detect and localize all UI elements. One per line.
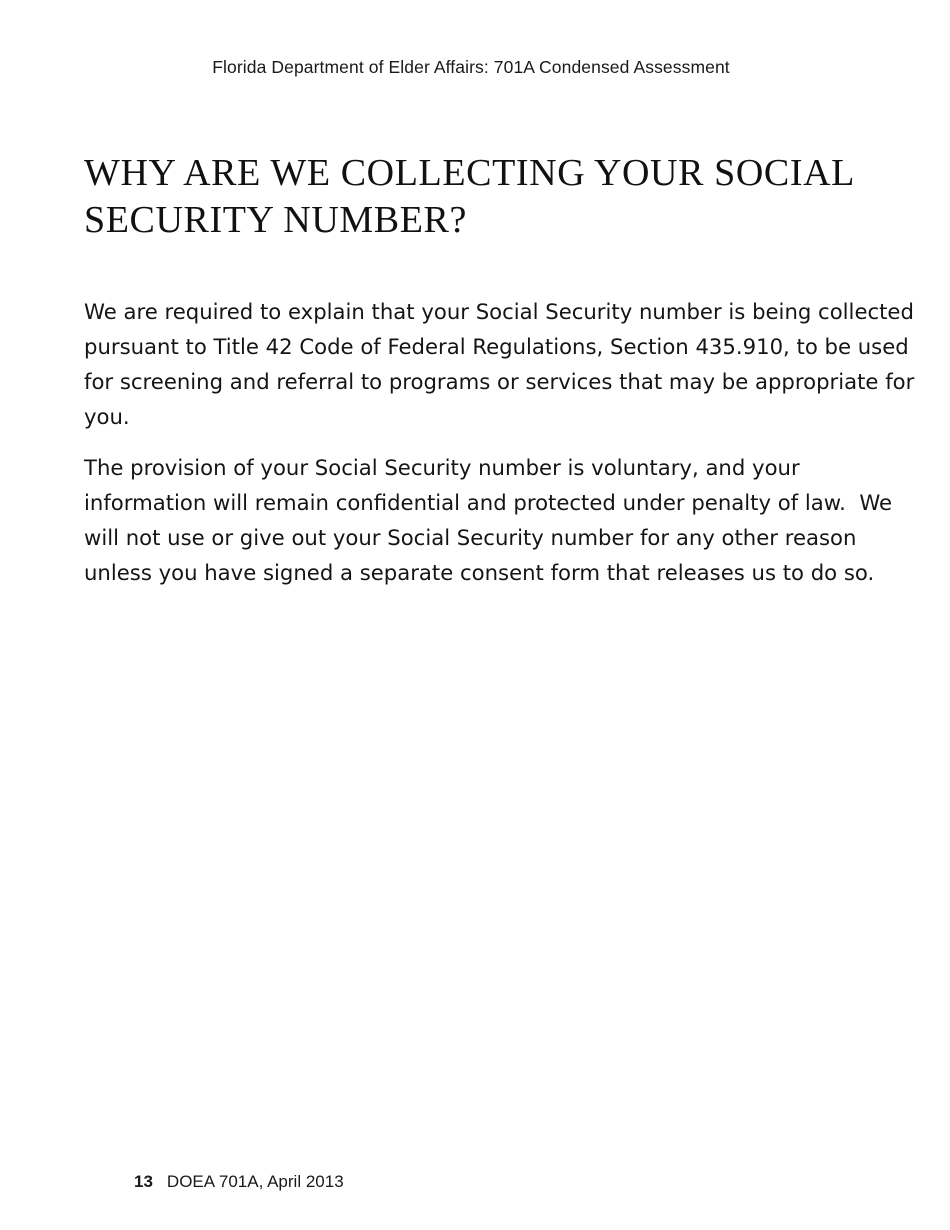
body-paragraph-1: We are required to explain that your Social Security number is being collected pursuant to Title 42 Code of Federal Regulations, Section 435.910, to be used for screening and referral to programs or services that may be appropriate for you. [84, 299, 922, 429]
page-number: 13 [134, 1172, 153, 1191]
document-id: DOEA 701A, April 2013 [166, 1172, 344, 1191]
running-header: Florida Department of Elder Affairs: 701A Condensed Assessment [212, 57, 730, 77]
page-footer [134, 1172, 344, 1192]
page-title: WHY ARE WE COLLECTING YOUR SOCIAL SECURITY NUMBER? [84, 152, 854, 241]
body-paragraph-2: The provision of your Social Security number is voluntary, and your information will remain confidential and protected under penalty of law. We will not use or give out your Social Security number for any other reason unless you have signed a separate consent form that releases us to do so. [84, 455, 899, 585]
